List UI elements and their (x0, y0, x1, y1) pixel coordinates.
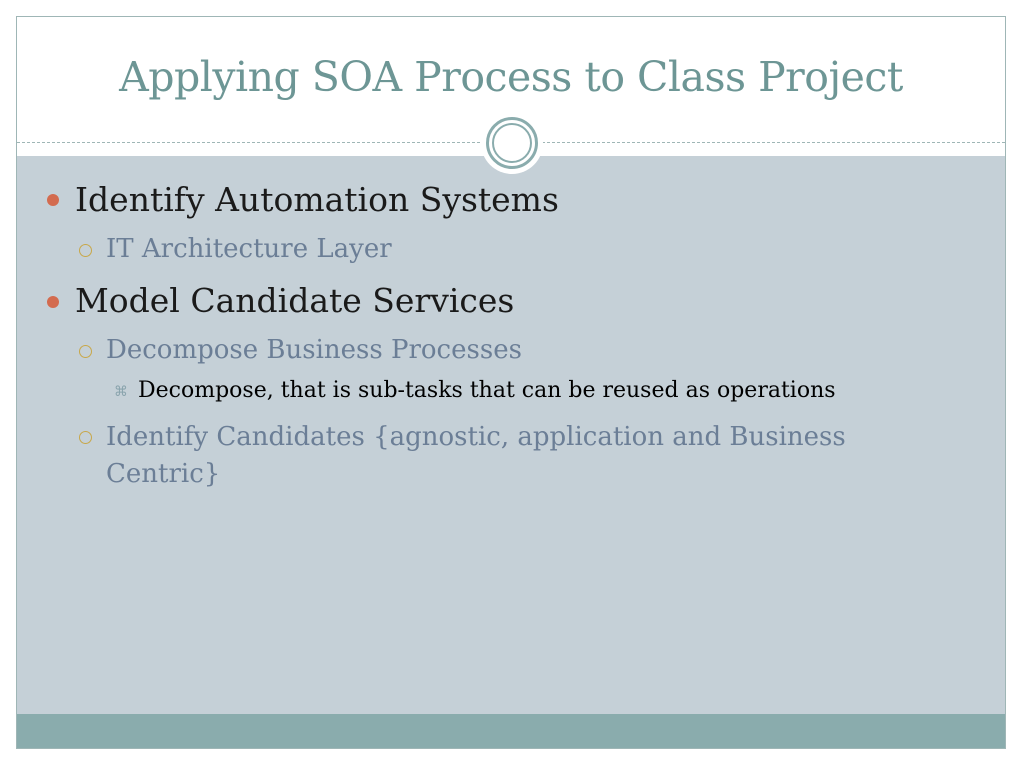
bullet-model-candidate-services: Model Candidate Services (75, 281, 515, 320)
slide-title: Applying SOA Process to Class Project (119, 53, 903, 101)
bullet-decompose-sub-tasks: Decompose, that is sub-tasks that can be reused as operations (138, 378, 836, 403)
filled-circle-bullet-icon (47, 296, 59, 308)
footer-band (17, 714, 1005, 748)
slide-frame (16, 16, 1006, 749)
ornament-inner-ring (492, 123, 532, 163)
bullet-identify-automation-systems: Identify Automation Systems (75, 180, 559, 219)
filled-circle-bullet-icon (47, 194, 59, 206)
hollow-circle-bullet-icon (79, 244, 92, 257)
bullet-it-architecture-layer: IT Architecture Layer (106, 234, 392, 264)
bullet-decompose-business-processes: Decompose Business Processes (106, 335, 522, 365)
hollow-circle-bullet-icon (79, 431, 92, 444)
hollow-circle-bullet-icon (79, 345, 92, 358)
x-mark-bullet-icon: ⌘ (114, 384, 128, 400)
bullet-identify-candidates: Identify Candidates {agnostic, application and Business Centric} (106, 422, 846, 489)
